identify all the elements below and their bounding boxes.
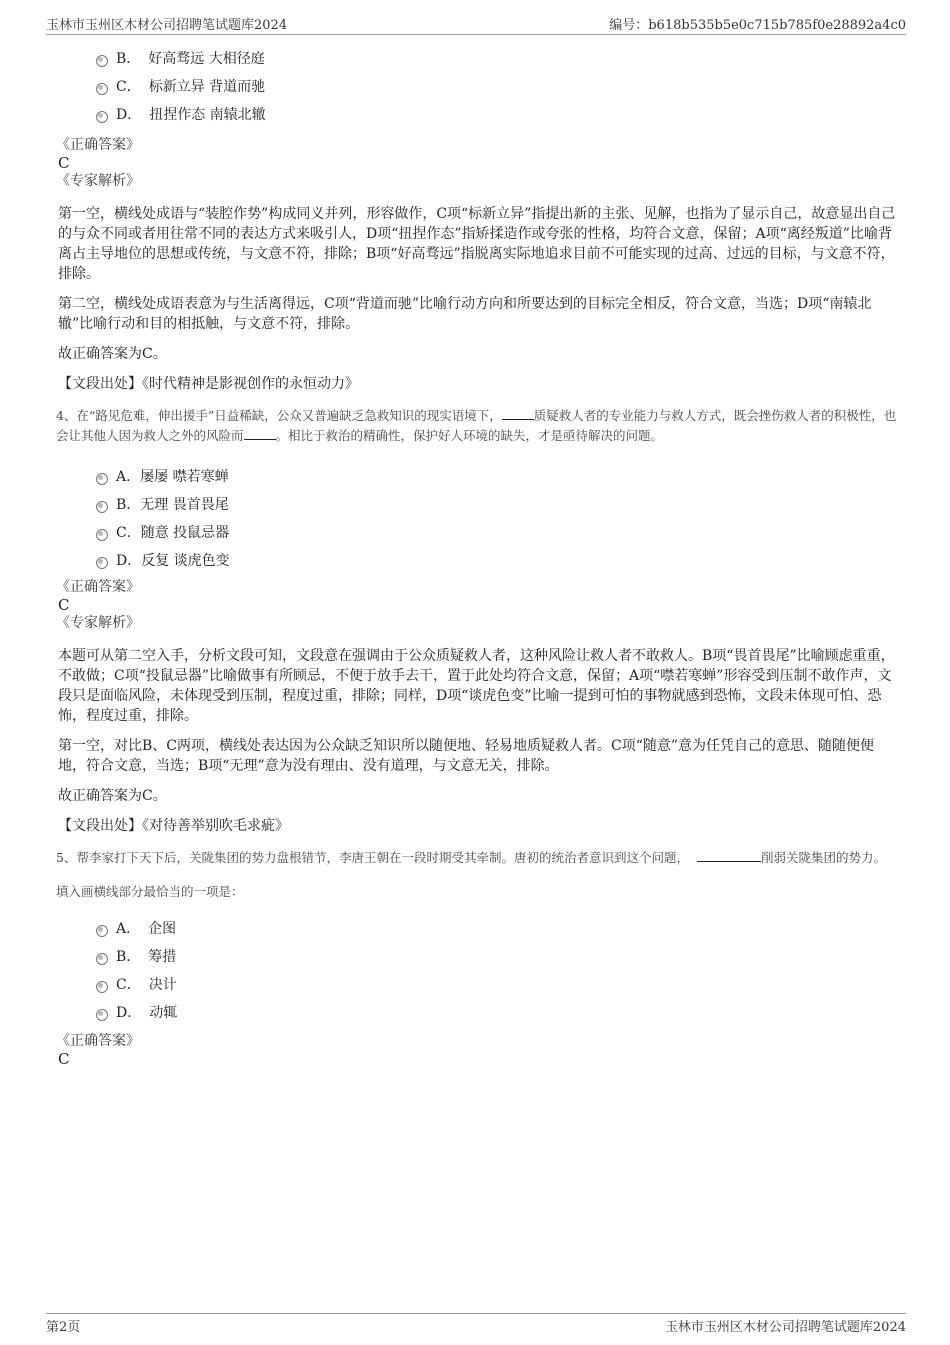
answer-label: 《正确答案》	[56, 579, 140, 595]
source-line: 【文段出处】《对待善举别吹毛求疵》	[58, 818, 289, 834]
q5-option-a[interactable]: A． 企图	[96, 914, 898, 942]
header-title: 玉林市玉州区木材公司招聘笔试题库2024	[46, 18, 288, 33]
analysis-paragraph: 第一空，横线处成语与“装腔作势”构成同义并列，形容做作，C项“标新立异”指提出新的主张、见解，也指为了显示自己，故意显出自己的与众不同或者用往常不同的表达方式来吸引人，D项“扭捏作态”指矫揉造作或夸张的性格，均符合文意，保留；A项“离经叛道”比喻背离占主导地位的思想或传统，与文意不符，排除；B项“好高骛远”指脱离实际地追求目前不可能实现的过高、过远的目标，与文意不符，排除。	[58, 206, 896, 282]
analysis-paragraph: 故正确答案为C。	[58, 346, 167, 362]
answer-label: 《正确答案》	[56, 1033, 140, 1049]
radio-icon[interactable]	[96, 529, 108, 541]
radio-icon[interactable]	[96, 473, 108, 485]
q5-options	[96, 914, 898, 1026]
page-content	[56, 44, 898, 1068]
q4-option-d[interactable]: D． 反复 谈虎色变	[96, 546, 898, 574]
answer-value: C	[58, 596, 70, 614]
radio-icon[interactable]	[96, 953, 108, 965]
q5-option-c[interactable]: C． 决计	[96, 970, 898, 998]
radio-icon[interactable]	[96, 981, 108, 993]
q3-option-b[interactable]: B． 好高骛远 大相径庭	[96, 44, 898, 72]
page-footer	[46, 1313, 906, 1336]
radio-icon[interactable]	[96, 55, 108, 67]
q3-options	[96, 44, 898, 128]
q5-option-b[interactable]: B． 筹措	[96, 942, 898, 970]
blank-line	[244, 427, 276, 440]
answer-value: C	[58, 154, 70, 172]
radio-icon[interactable]	[96, 925, 108, 937]
blank-line	[502, 407, 534, 420]
document-code: 编号：b618b535b5e0c715b785f0e28892a4c0	[609, 18, 906, 33]
analysis-paragraph: 本题可从第二空入手，分析文段可知，文段意在强调由于公众质疑救人者，这种风险让救人者不敢救人。B项“畏首畏尾”比喻顾虑重重，不敢做；C项“投鼠忌器”比喻做事有所顾忌，不便于放手去干，置于此处均符合文意，保留；A项“噤若寒蝉”形容受到压制不敢作声，文段只是面临风险，未体现受到压制，程度过重，排除；同样，D项“谈虎色变”比喻一提到可怕的事物就感到恐怖，文段未体现可怕、恐怖，程度过重，排除。	[58, 648, 895, 724]
radio-icon[interactable]	[96, 557, 108, 569]
q4-option-b[interactable]: B． 无理 畏首畏尾	[96, 490, 898, 518]
q3-option-c[interactable]: C． 标新立异 背道而驰	[96, 72, 898, 100]
analysis-paragraph: 第二空，横线处成语表意为与生活离得远，C项“背道而驰”比喻行动方向和所要达到的目标完全相反，符合文意，当选；D项“南辕北辙”比喻行动和目的相抵触，与文意不符，排除。	[58, 296, 872, 332]
question-5-text: 5、帮李家打下天下后，关陇集团的势力盘根错节，李唐王朝在一段时期受其牵制。唐初的统治者意识到这个问题， 削弱关陇集团的势力。	[56, 850, 886, 865]
radio-icon[interactable]	[96, 501, 108, 513]
radio-icon[interactable]	[96, 111, 108, 123]
q4-option-c[interactable]: C． 随意 投鼠忌器	[96, 518, 898, 546]
footer-title: 玉林市玉州区木材公司招聘笔试题库2024	[664, 1320, 906, 1335]
analysis-paragraph: 故正确答案为C。	[58, 788, 167, 804]
q3-option-d[interactable]: D． 扭捏作态 南辕北辙	[96, 100, 898, 128]
page-header	[46, 14, 906, 35]
question-4-text: 4、在“路见危难，伸出援手”日益稀缺，公众又普遍缺乏急救知识的现实语境下， 质疑救人者的专业能力与救人方式，既会挫伤救人者的积极性，也会让其他人因为救人之外的风险而 。相比于救治的精确性，保护好人环境的缺失，才是亟待解决的问题。	[56, 408, 897, 443]
q5-option-d[interactable]: D． 动辄	[96, 998, 898, 1026]
answer-value: C	[58, 1050, 70, 1068]
radio-icon[interactable]	[96, 1009, 108, 1021]
q4-options	[96, 462, 898, 574]
radio-icon[interactable]	[96, 83, 108, 95]
question-5-prompt: 填入画横线部分最恰当的一项是：	[56, 884, 244, 899]
analysis-label: 《专家解析》	[56, 173, 140, 189]
q4-option-a[interactable]: A． 屡屡 噤若寒蝉	[96, 462, 898, 490]
blank-line	[697, 849, 761, 862]
page-number: 第2页	[46, 1320, 81, 1335]
source-line: 【文段出处】《时代精神是影视创作的永恒动力》	[58, 376, 359, 392]
analysis-label: 《专家解析》	[56, 615, 140, 631]
analysis-paragraph: 第一空，对比B、C两项，横线处表达因为公众缺乏知识所以随便地、轻易地质疑救人者。C项“随意”意为任凭自己的意思、随随便便地，符合文意，当选；B项“无理”意为没有理由、没有道理，与文意无关，排除。	[58, 738, 875, 774]
answer-label: 《正确答案》	[56, 137, 140, 153]
